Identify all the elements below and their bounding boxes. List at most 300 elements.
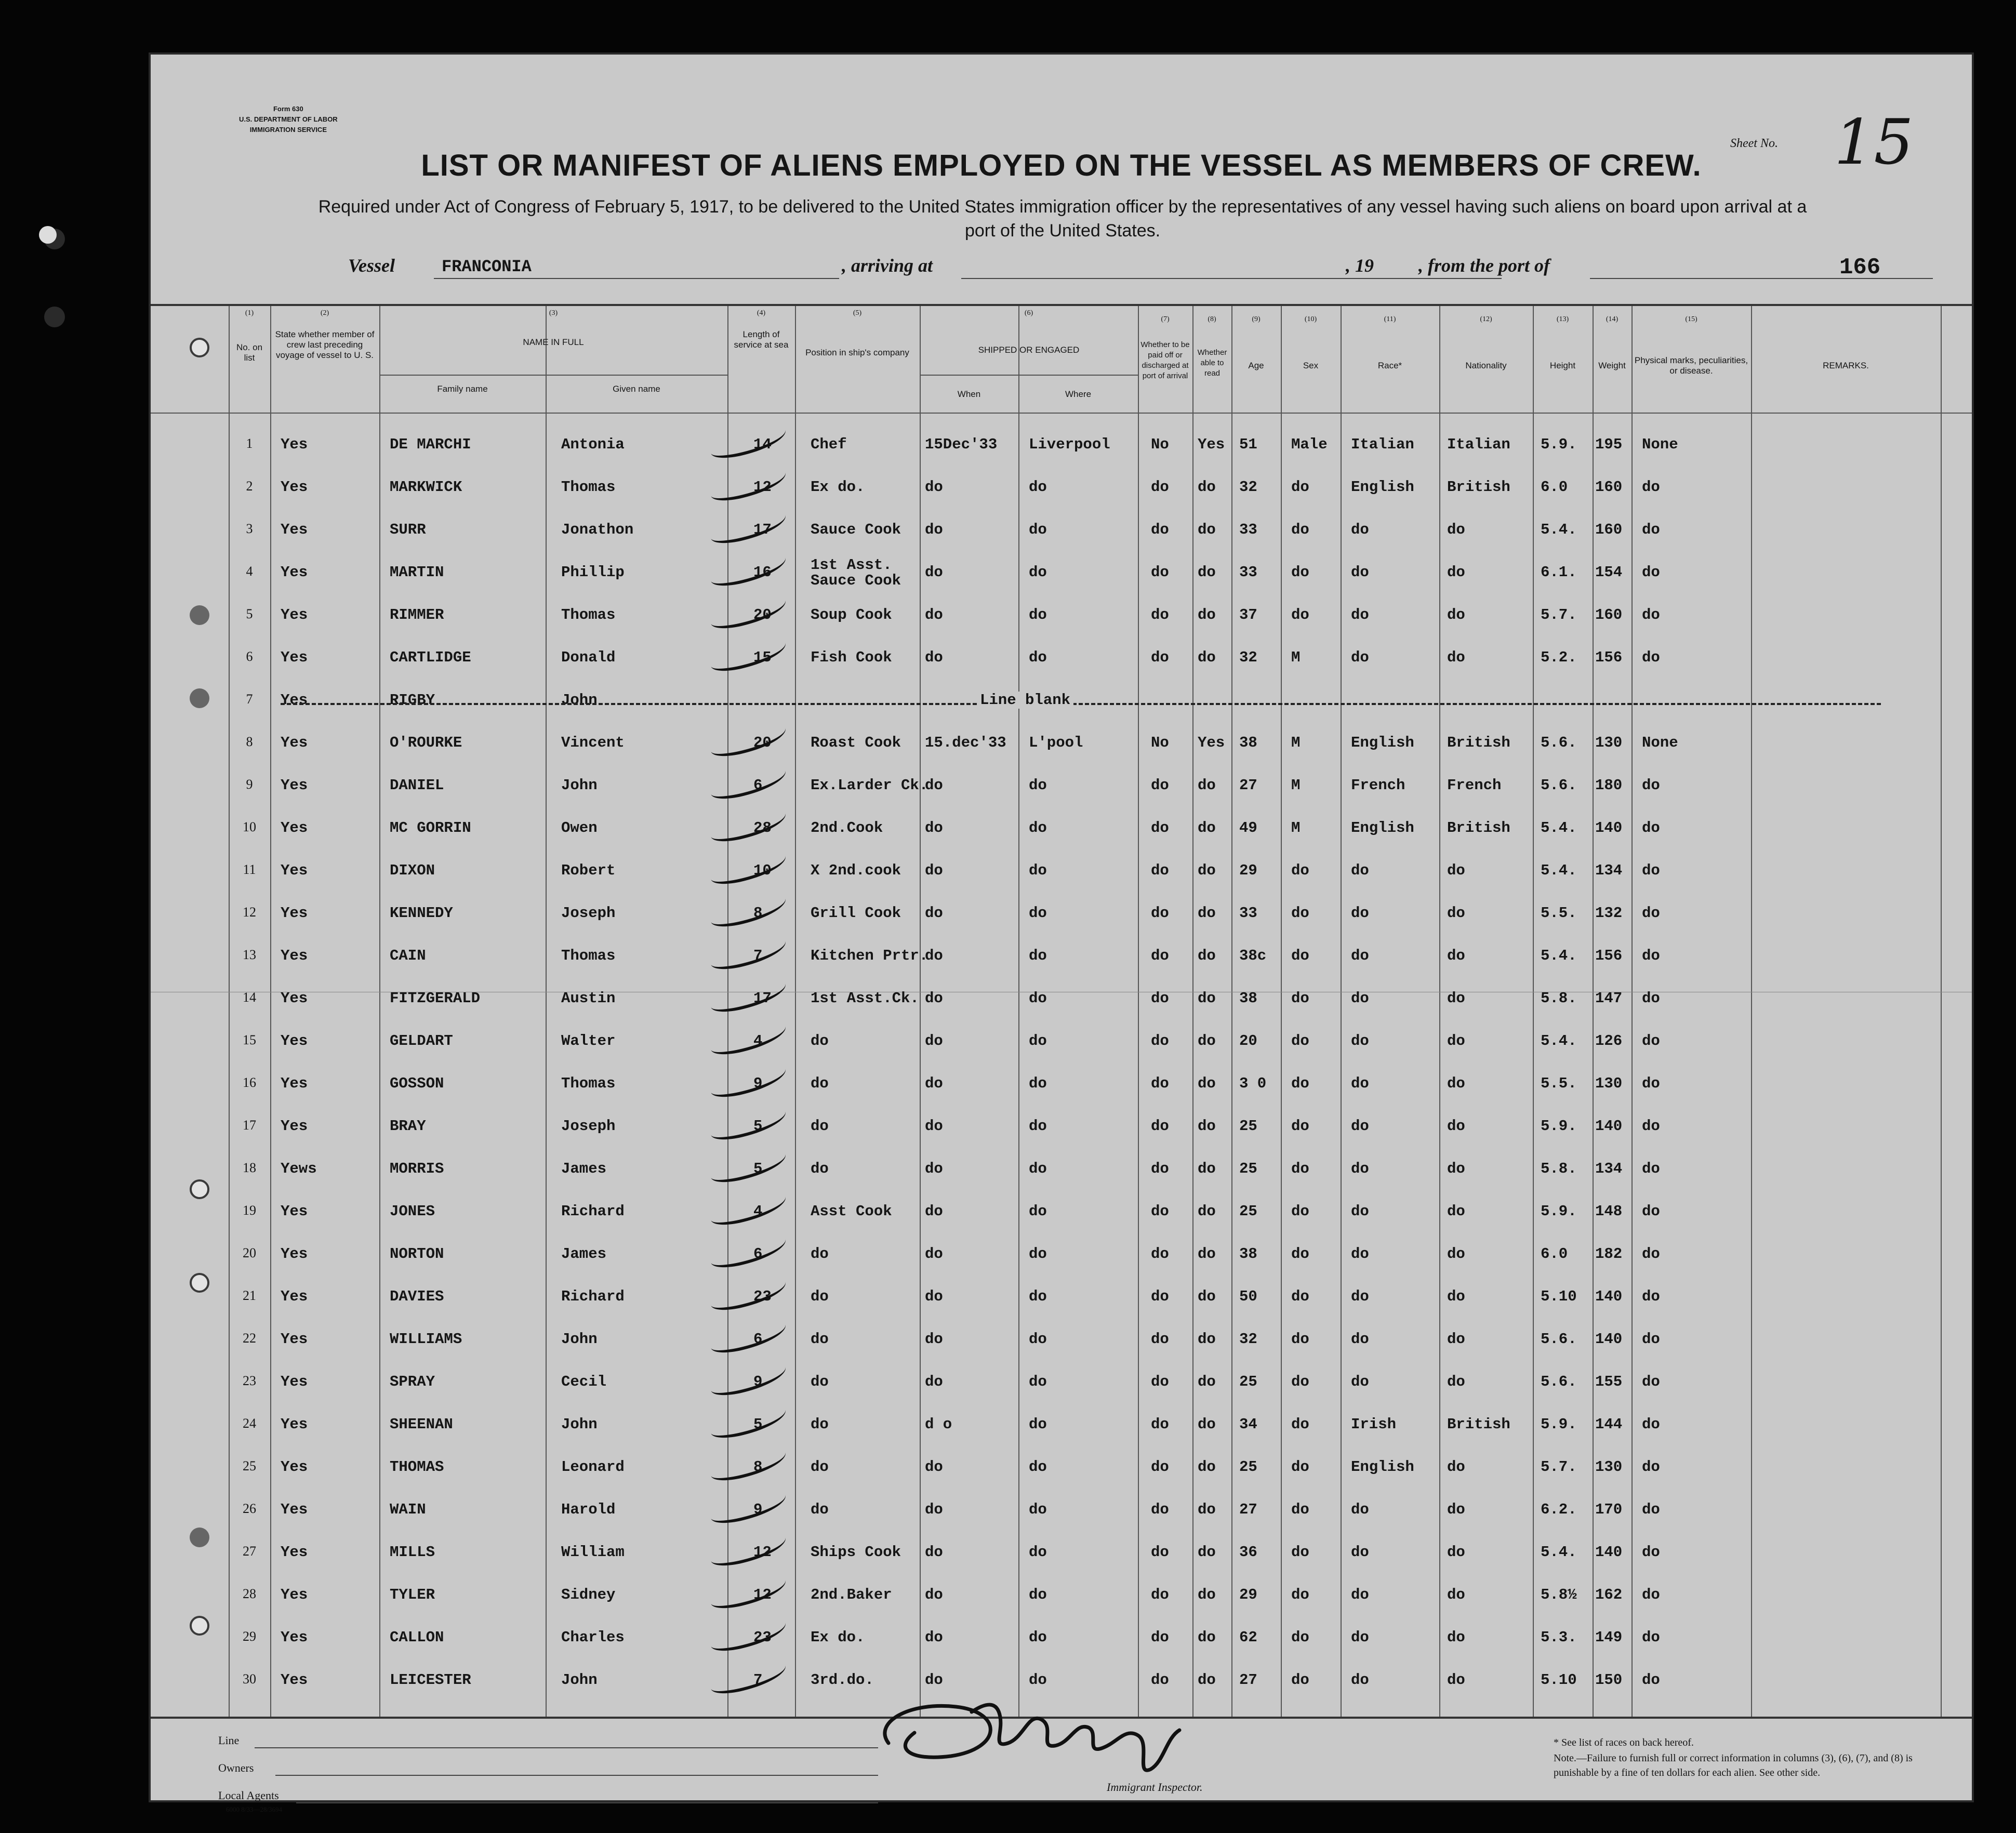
cell-shipped-where: do [1029,1544,1047,1561]
cell-physical-marks: do [1642,1501,1660,1518]
cell-age: 3 0 [1239,1075,1267,1092]
cell-given-name: Vincent [561,734,625,751]
cell-family-name: CARTLIDGE [390,649,471,666]
footer-agents-underline [296,1802,878,1803]
cell-previous-voyage: Yes [281,521,308,538]
col11-number: (11) [1384,315,1396,323]
cell-weight: 134 [1595,862,1623,879]
cell-given-name: John [561,1671,598,1689]
cell-family-name: SURR [390,521,426,538]
cell-row-number: 1 [246,436,253,451]
cell-weight: 150 [1595,1671,1623,1689]
cell-given-name: Joseph [561,905,616,922]
cell-position: Chef [811,436,847,453]
cell-shipped-where: do [1029,1373,1047,1390]
table-row [151,1032,1972,1075]
cell-service-years: 6 [753,1245,763,1263]
col10-number: (10) [1304,315,1317,323]
cell-height: 5.5. [1541,1075,1577,1092]
cell-paid-off: do [1151,947,1169,964]
cell-paid-off: do [1151,1160,1169,1177]
cell-family-name: THOMAS [390,1458,444,1476]
col-family-name: Family name [437,384,488,394]
cell-physical-marks: None [1642,436,1678,453]
port-label: , from the port of [1418,255,1550,276]
cell-given-name: Charles [561,1629,625,1646]
cell-physical-marks: do [1642,947,1660,964]
cell-sex: Male [1291,436,1328,453]
cell-position: do [811,1032,829,1050]
cell-weight: 156 [1595,649,1623,666]
cell-family-name: CAIN [390,947,426,964]
cell-row-number: 22 [243,1331,256,1346]
cell-previous-voyage: Yes [281,862,308,879]
table-row [151,1203,1972,1245]
cell-shipped-when: 15Dec'33 [925,436,998,453]
cell-paid-off: do [1151,862,1169,879]
cell-sex: M [1291,649,1301,666]
cell-family-name: JONES [390,1203,435,1220]
cell-row-number: 25 [243,1458,256,1473]
col5-number: (5) [853,309,862,317]
cell-position: do [811,1373,829,1390]
cell-height: 5.8. [1541,990,1577,1007]
cell-previous-voyage: Yes [281,1075,308,1092]
cell-physical-marks: do [1642,1245,1660,1263]
cell-position: Ex do. [811,479,865,496]
cell-race: Italian [1351,436,1414,453]
cell-sex: do [1291,1203,1309,1220]
col-length-of-service: Length of service at sea [734,329,789,350]
cell-previous-voyage: Yes [281,1245,308,1263]
cell-row-number: 21 [243,1288,256,1303]
cell-sex: do [1291,1586,1309,1603]
cell-height: 6.1. [1541,564,1577,581]
cell-family-name: SHEENAN [390,1416,453,1433]
cell-nationality: do [1447,1501,1465,1518]
cell-height: 6.0 [1541,479,1568,496]
vessel-label: Vessel [348,255,395,276]
cell-nationality: do [1447,521,1465,538]
cell-shipped-when: do [925,990,943,1007]
cell-able-to-read: do [1198,649,1216,666]
cell-sex: do [1291,1331,1309,1348]
cell-age: 27 [1239,777,1257,794]
col6-number: (6) [1024,309,1033,317]
cell-family-name: MILLS [390,1544,435,1561]
cell-shipped-where: do [1029,1501,1047,1518]
cell-shipped-when: do [925,905,943,922]
cell-sex: do [1291,1032,1309,1050]
table-row [151,819,1972,862]
cell-given-name: Richard [561,1288,625,1305]
cell-paid-off: No [1151,436,1169,453]
cell-weight: 195 [1595,436,1623,453]
cell-race: do [1351,1629,1369,1646]
cell-able-to-read: do [1198,1458,1216,1476]
cell-given-name: Austin [561,990,616,1007]
cell-paid-off: do [1151,521,1169,538]
cell-age: 29 [1239,1586,1257,1603]
cell-position: X 2nd.cook [811,862,901,879]
cell-height: 5.7. [1541,606,1577,623]
cell-race: do [1351,990,1369,1007]
cell-able-to-read: do [1198,777,1216,794]
cell-age: 49 [1239,819,1257,836]
cell-position: do [811,1160,829,1177]
cell-nationality: do [1447,1629,1465,1646]
col9-number: (9) [1252,315,1261,323]
cell-service-years: 16 [753,564,772,581]
cell-shipped-where: do [1029,1245,1047,1263]
cell-race: do [1351,1373,1369,1390]
cell-paid-off: do [1151,1032,1169,1050]
cell-paid-off: No [1151,734,1169,751]
cell-sex: do [1291,606,1309,623]
cell-sex: do [1291,1671,1309,1689]
signature-caption: Immigrant Inspector. [1107,1781,1203,1794]
cell-previous-voyage: Yes [281,1586,308,1603]
cell-weight: 154 [1595,564,1623,581]
cell-nationality: do [1447,564,1465,581]
cell-position: Ships Cook [811,1544,901,1561]
cell-physical-marks: do [1642,1373,1660,1390]
cell-given-name: Cecil [561,1373,607,1390]
cell-paid-off: do [1151,777,1169,794]
cell-given-name: James [561,1245,607,1263]
table-row [151,1586,1972,1629]
cell-paid-off: do [1151,905,1169,922]
cell-weight: 149 [1595,1629,1623,1646]
cell-race: do [1351,1331,1369,1348]
cell-age: 33 [1239,905,1257,922]
cell-sex: do [1291,1373,1309,1390]
cell-sex: M [1291,777,1301,794]
cell-previous-voyage: Yes [281,1544,308,1561]
cell-height: 5.2. [1541,649,1577,666]
cell-sex: do [1291,905,1309,922]
table-row [151,862,1972,905]
cell-shipped-when: do [925,606,943,623]
cell-shipped-where: do [1029,1075,1047,1092]
cell-age: 25 [1239,1373,1257,1390]
cell-given-name: Donald [561,649,616,666]
col-position: Position in ship's company [805,348,909,357]
footer-line-label: Line [218,1734,240,1747]
arriving-label: , arriving at [842,255,933,276]
cell-physical-marks: do [1642,606,1660,623]
cell-physical-marks: do [1642,479,1660,496]
cell-paid-off: do [1151,1501,1169,1518]
cell-family-name: GELDART [390,1032,453,1050]
cell-height: 5.10 [1541,1671,1577,1689]
table-row [151,649,1972,692]
cell-service-years: 12 [753,1544,772,1561]
cell-race: do [1351,1501,1369,1518]
cell-race: do [1351,521,1369,538]
cell-able-to-read: Yes [1198,436,1225,453]
cell-able-to-read: do [1198,1288,1216,1305]
cell-nationality: British [1447,1416,1510,1433]
cell-physical-marks: do [1642,1629,1660,1646]
cell-shipped-when: do [925,1501,943,1518]
cell-paid-off: do [1151,564,1169,581]
cell-shipped-when: do [925,862,943,879]
table-row [151,1245,1972,1288]
cell-given-name: Thomas [561,479,616,496]
cell-age: 38 [1239,1245,1257,1263]
cell-shipped-when: do [925,1331,943,1348]
cell-nationality: do [1447,947,1465,964]
page-title: LIST OR MANIFEST OF ALIENS EMPLOYED ON THE VESSEL AS MEMBERS OF CREW. [421,149,1702,182]
footer-owners-label: Owners [218,1761,254,1774]
cell-race: do [1351,606,1369,623]
cell-position: do [811,1245,829,1263]
cell-shipped-where: do [1029,1458,1047,1476]
cell-weight: 130 [1595,1075,1623,1092]
cell-age: 32 [1239,479,1257,496]
cell-shipped-when: do [925,1245,943,1263]
cell-service-years: 4 [753,1203,763,1220]
cell-able-to-read: do [1198,1629,1216,1646]
cell-able-to-read: do [1198,990,1216,1007]
cell-weight: 156 [1595,947,1623,964]
col15-number: (15) [1685,315,1697,323]
cell-height: 5.6. [1541,777,1577,794]
cell-age: 32 [1239,649,1257,666]
cell-age: 27 [1239,1671,1257,1689]
cell-previous-voyage: Yes [281,777,308,794]
cell-family-name: MARKWICK [390,479,462,496]
service-name: IMMIGRATION SERVICE [249,126,327,134]
cell-age: 29 [1239,862,1257,879]
cell-service-years: 6 [753,1331,763,1348]
col14-number: (14) [1606,315,1619,323]
cell-row-number: 6 [246,649,253,664]
cell-weight: 134 [1595,1160,1623,1177]
cell-previous-voyage: Yes [281,819,308,836]
cell-height: 5.8½ [1541,1586,1577,1603]
cell-paid-off: do [1151,1245,1169,1263]
cell-previous-voyage: Yes [281,479,308,496]
cell-shipped-when: do [925,1160,943,1177]
cell-paid-off: do [1151,1075,1169,1092]
cell-shipped-when: do [925,1118,943,1135]
cell-row-number: 28 [243,1586,256,1601]
cell-row-number: 8 [246,734,253,749]
cell-shipped-when: do [925,819,943,836]
cell-service-years: 23 [753,1629,772,1646]
cell-position: Soup Cook [811,606,892,623]
cell-row-number: 5 [246,606,253,621]
table-row [151,1118,1972,1160]
cell-family-name: FITZGERALD [390,990,481,1007]
cell-row-number: 29 [243,1629,256,1644]
cell-able-to-read: do [1198,479,1216,496]
cell-position: Asst Cook [811,1203,892,1220]
cell-physical-marks: do [1642,1671,1660,1689]
cell-shipped-where: do [1029,1288,1047,1305]
cell-previous-voyage: Yes [281,606,308,623]
cell-physical-marks: do [1642,1160,1660,1177]
cell-paid-off: do [1151,819,1169,836]
fine-note: Note.—Failure to furnish full or correct information in columns (3), (6), (7), and (8) is punishable by a fine of ten dollars for each alien. See other side. [1554,1752,1913,1778]
department-name: U.S. DEPARTMENT OF LABOR [239,115,338,123]
cell-age: 33 [1239,564,1257,581]
cell-shipped-when: do [925,1203,943,1220]
cell-service-years: 10 [753,862,772,879]
table-row [151,436,1972,479]
sheet-number-label: Sheet No. [1730,137,1778,150]
cell-position: 3rd.do. [811,1671,874,1689]
inspector-signature [868,1670,1231,1790]
cell-service-years: 9 [753,1501,763,1518]
cell-shipped-when: do [925,1075,943,1092]
cell-previous-voyage: Yes [281,1501,308,1518]
cell-family-name: O'ROURKE [390,734,462,751]
cell-position: do [811,1075,829,1092]
col-no-on-list: No. on list [236,342,263,363]
cell-paid-off: do [1151,649,1169,666]
col7-number: (7) [1161,315,1170,323]
cell-shipped-where: do [1029,1203,1047,1220]
col13-number: (13) [1556,315,1569,323]
cell-sex: do [1291,1118,1309,1135]
table-row [151,990,1972,1032]
cell-age: 37 [1239,606,1257,623]
table-row [151,479,1972,521]
cell-row-number: 11 [243,862,256,877]
cell-nationality: do [1447,1458,1465,1476]
cell-service-years: 14 [753,436,772,453]
cell-able-to-read: do [1198,1501,1216,1518]
cell-given-name: Leonard [561,1458,625,1476]
cell-previous-voyage: Yes [281,1629,308,1646]
cell-service-years: 17 [753,990,772,1007]
cell-height: 5.4. [1541,947,1577,964]
page-subtitle: Required under Act of Congress of February 5, 1917, to be delivered to the United States immigration officer by the representatives of any vessel having such aliens on board upon arrival at a port of the United States. [318,197,1807,241]
cell-previous-voyage: Yes [281,1331,308,1348]
cell-shipped-where: do [1029,1671,1047,1689]
cell-paid-off: do [1151,1458,1169,1476]
cell-row-number: 9 [246,777,253,792]
cell-sex: do [1291,1544,1309,1561]
cell-physical-marks: do [1642,521,1660,538]
cell-previous-voyage: Yes [281,1458,308,1476]
table-row [151,947,1972,990]
col12-number: (12) [1480,315,1492,323]
cell-race: do [1351,1032,1369,1050]
cell-position: do [811,1501,829,1518]
cell-paid-off: do [1151,1331,1169,1348]
cell-paid-off: do [1151,1203,1169,1220]
cell-able-to-read: do [1198,1203,1216,1220]
cell-age: 25 [1239,1203,1257,1220]
cell-weight: 162 [1595,1586,1623,1603]
cell-service-years: 23 [753,1288,772,1305]
cell-shipped-when: do [925,1586,943,1603]
cell-position: 2nd.Baker [811,1586,892,1603]
cell-shipped-when: do [925,777,943,794]
cell-family-name: WAIN [390,1501,426,1518]
table-row [151,1544,1972,1586]
cell-physical-marks: do [1642,990,1660,1007]
cell-previous-voyage: Yews [281,1160,317,1177]
cell-weight: 130 [1595,1458,1623,1476]
cell-sex: do [1291,1160,1309,1177]
cell-shipped-where: Liverpool [1029,436,1110,453]
port-underline [1590,278,1933,279]
cell-sex: do [1291,564,1309,581]
cell-race: English [1351,819,1414,836]
cell-shipped-where: do [1029,564,1047,581]
cell-height: 5.9. [1541,1118,1577,1135]
cell-row-number: 10 [243,819,256,834]
cell-given-name: Sidney [561,1586,616,1603]
cell-shipped-where: do [1029,649,1047,666]
cell-nationality: Italian [1447,436,1510,453]
cell-weight: 155 [1595,1373,1623,1390]
vessel-underline [434,278,839,279]
footer-agents-label: Local Agents [218,1789,279,1802]
cell-race: do [1351,1118,1369,1135]
cell-nationality: do [1447,1373,1465,1390]
col-height: Height [1549,361,1576,370]
col-nationality: Nationality [1465,361,1507,370]
cell-family-name: DE MARCHI [390,436,471,453]
cell-given-name: John [561,1331,598,1348]
cell-race: English [1351,479,1414,496]
cell-nationality: do [1447,990,1465,1007]
cell-family-name: MC GORRIN [390,819,471,836]
line-blank-rule [281,703,1881,705]
cell-position: Grill Cook [811,905,901,922]
cell-race: do [1351,905,1369,922]
cell-able-to-read: do [1198,564,1216,581]
table-row [151,734,1972,777]
cell-previous-voyage: Yes [281,692,308,709]
col-remarks: REMARKS. [1823,361,1869,370]
cell-sex: do [1291,521,1309,538]
cell-sex: do [1291,947,1309,964]
cell-race: French [1351,777,1405,794]
cell-position: do [811,1331,829,1348]
col-where: Where [1065,389,1092,399]
cell-service-years: 12 [753,479,772,496]
cell-paid-off: do [1151,1118,1169,1135]
cell-race: do [1351,1245,1369,1263]
cell-height: 5.8. [1541,1160,1577,1177]
table-row [151,1373,1972,1416]
cell-physical-marks: do [1642,1288,1660,1305]
cell-shipped-when: do [925,564,943,581]
cell-service-years: 20 [753,606,772,623]
print-code: 6000 8/33—28/3694 [226,1805,282,1813]
cell-row-number: 19 [243,1203,256,1218]
cell-race: do [1351,1288,1369,1305]
cell-sex: do [1291,1075,1309,1092]
cell-paid-off: do [1151,1586,1169,1603]
cell-race: English [1351,734,1414,751]
cell-sex: do [1291,1245,1309,1263]
cell-physical-marks: do [1642,564,1660,581]
cell-family-name: RIMMER [390,606,444,623]
cell-able-to-read: do [1198,1032,1216,1050]
manifest-sheet [151,55,1972,1813]
cell-physical-marks: do [1642,777,1660,794]
cell-nationality: do [1447,1671,1465,1689]
cell-previous-voyage: Yes [281,564,308,581]
